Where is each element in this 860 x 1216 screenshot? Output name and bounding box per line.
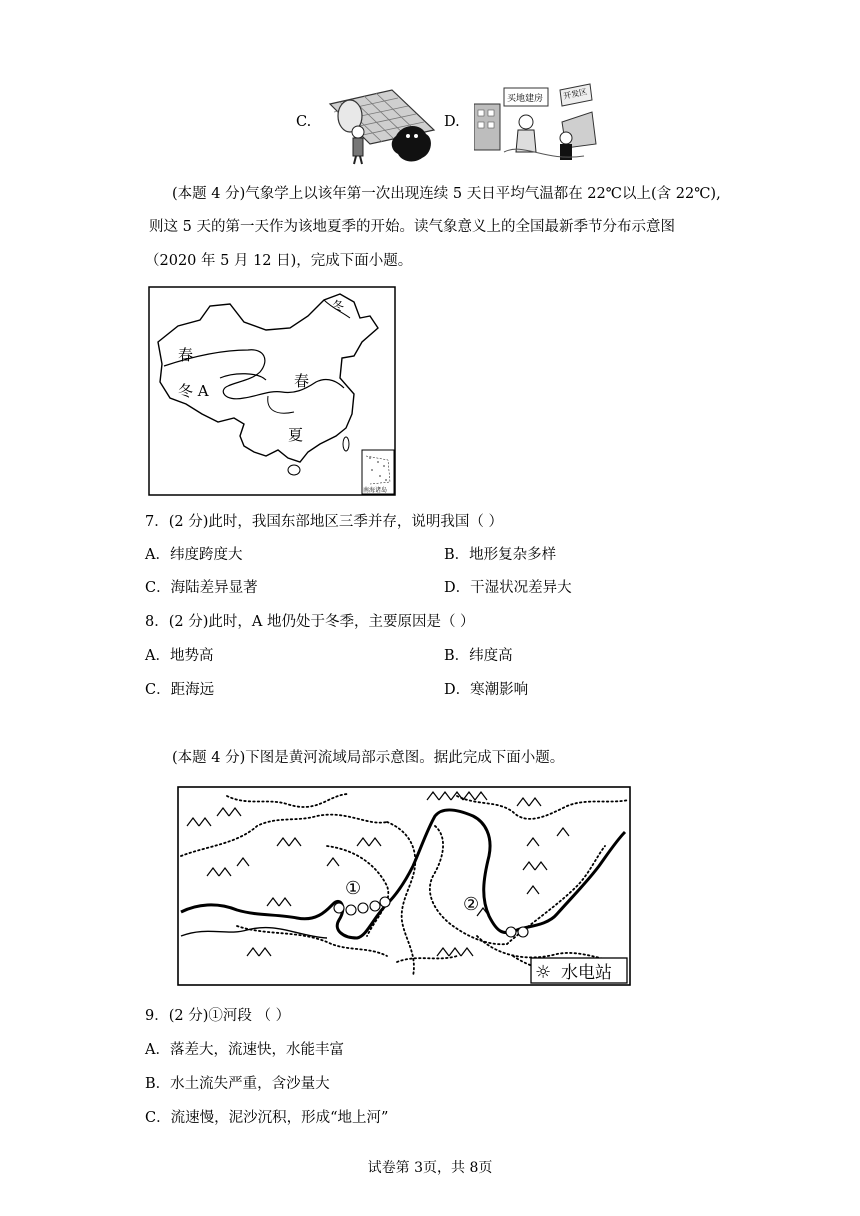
question-9-option-b: B．水土流失严重，含沙量大 xyxy=(145,1076,330,1092)
inset-label: 南海诸岛 xyxy=(363,487,388,494)
question-8-option-a: A．地势高 xyxy=(145,648,214,664)
map-label-spring-west: 春 xyxy=(178,346,194,364)
section2-intro: (本题 4 分)下图是黄河流域局部示意图。据此完成下面小题。 xyxy=(172,750,565,766)
legend-hydropower-icon: ☼ xyxy=(535,962,552,983)
map-label-winter-ne: 冬 xyxy=(332,299,345,313)
question-7-option-d: D．干湿状况差异大 xyxy=(444,580,572,596)
map-label-summer: 夏 xyxy=(288,426,304,444)
question-8-option-b: B．纬度高 xyxy=(444,648,513,664)
question-9-option-a: A．落差大，流速快，水能丰富 xyxy=(145,1042,344,1058)
question-7-option-a: A．纬度跨度大 xyxy=(145,547,243,563)
yellow-river-map xyxy=(177,786,631,986)
section1-intro-line-1: (本题 4 分)气象学上以该年第一次出现连续 5 天日平均气温都在 22℃以上(含 22℃), xyxy=(172,186,721,202)
question-8-option-c: C．距海远 xyxy=(145,682,215,698)
d-sign-text-2: 开发区 xyxy=(562,87,588,101)
marker-2: ② xyxy=(463,894,480,915)
marker-1: ① xyxy=(345,878,362,899)
china-season-map xyxy=(148,286,396,496)
map-label-winter-a: 冬 A xyxy=(178,382,209,400)
option-c-image xyxy=(322,82,440,166)
question-8-option-d: D．寒潮影响 xyxy=(444,682,529,698)
question-9-stem: 9．(2 分)①河段 （ ） xyxy=(145,1008,291,1024)
question-7-option-b: B．地形复杂多样 xyxy=(444,547,557,563)
page-footer: 试卷第 3页，共 8页 xyxy=(367,1160,493,1176)
legend-hydropower-label: 水电站 xyxy=(561,963,612,983)
question-8-stem: 8．(2 分)此时，A 地仍处于冬季，主要原因是（ ） xyxy=(145,614,475,630)
section1-intro-line-2: 则这 5 天的第一天作为该地夏季的开始。读气象意义上的全国最新季节分布示意图 xyxy=(149,219,675,235)
question-7-option-c: C．海陆差异显著 xyxy=(145,580,258,596)
option-d-image xyxy=(474,82,598,166)
option-c-label: C. xyxy=(296,114,312,130)
question-9-option-c: C．流速慢，泥沙沉积，形成“地上河” xyxy=(145,1110,389,1126)
d-sign-text-1: 买地建房 xyxy=(507,94,544,104)
question-7-stem: 7．(2 分)此时，我国东部地区三季并存，说明我国（ ） xyxy=(145,514,503,530)
map-label-spring-east: 春 xyxy=(294,372,310,390)
option-d-label: D. xyxy=(444,114,460,130)
section1-intro-line-3: （2020 年 5 月 12 日)，完成下面小题。 xyxy=(145,253,413,269)
